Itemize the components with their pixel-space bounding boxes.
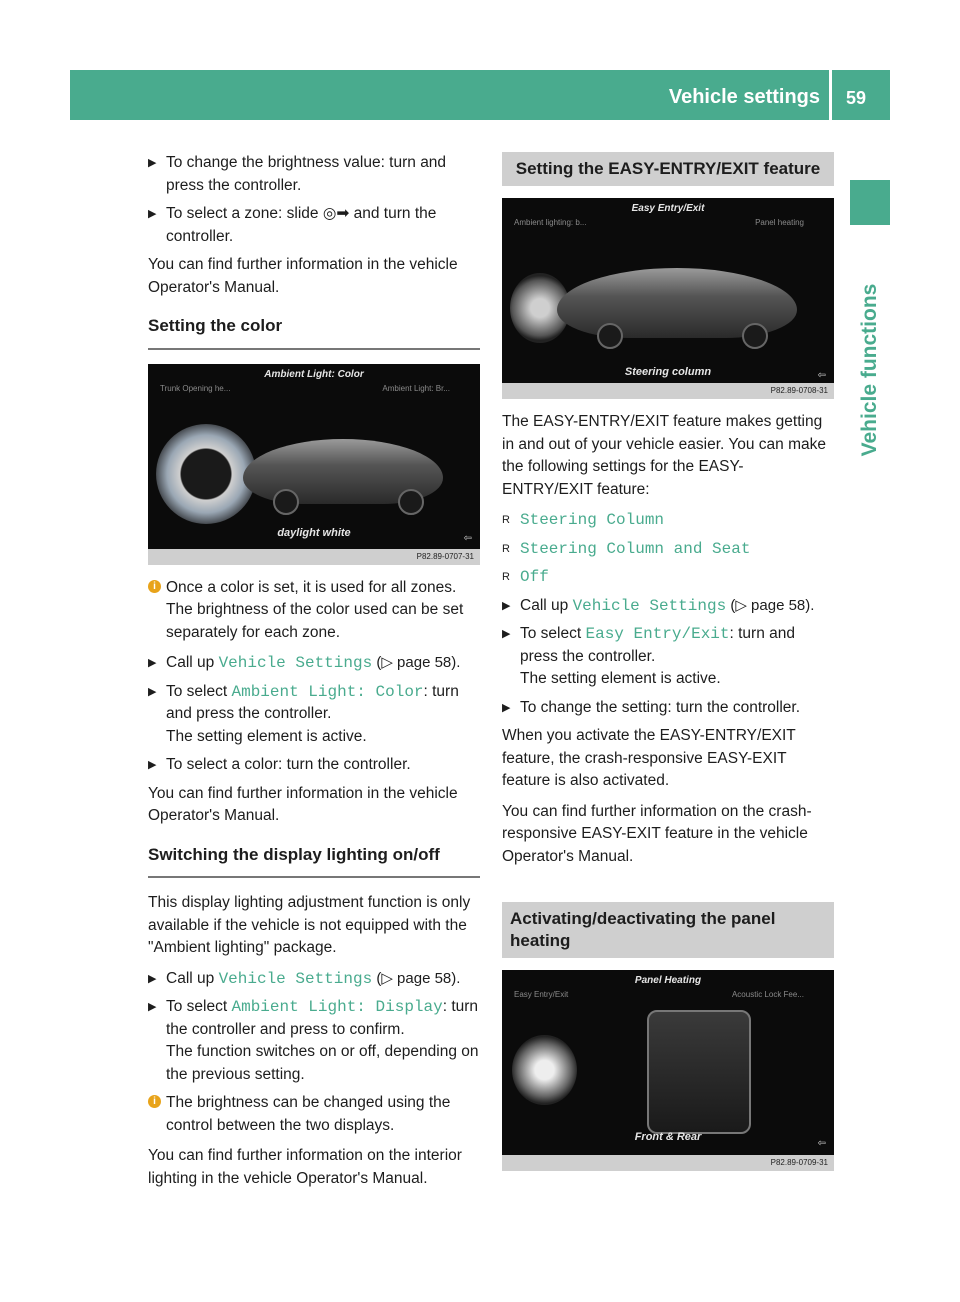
right-column xyxy=(502,152,834,1171)
softkey-label: Vehicle Settings xyxy=(572,596,727,615)
bullet-text: and turn the xyxy=(349,205,437,222)
r-bullet-icon: R xyxy=(502,542,510,555)
bullet-text: Call up xyxy=(166,969,219,987)
paragraph: You can find further information on the crash-responsive EASY-EXIT feature in the vehicle Operator's Manual. xyxy=(502,802,812,865)
arrow-bullet-icon: ▶ xyxy=(148,972,157,985)
instruction-bullet xyxy=(502,697,834,720)
arrow-bullet-icon: ▶ xyxy=(148,157,157,169)
section-heading: Activating/deactivating the panel heating xyxy=(502,902,834,958)
figure-menu-right: Panel heating xyxy=(755,218,804,227)
color-wheel-graphic xyxy=(156,424,256,524)
wheel-graphic xyxy=(273,489,299,515)
instruction-bullet xyxy=(148,652,480,675)
bullet-result: The function switches on or off, depending on the previous setting. xyxy=(166,1043,479,1083)
bullet-text: To select xyxy=(520,625,586,642)
bullet-text: To select xyxy=(166,998,232,1015)
paragraph: You can find further information in the vehicle Operator's Manual. xyxy=(148,784,458,824)
figure-title: Panel Heating xyxy=(634,975,702,986)
bullet-text: : turn xyxy=(442,998,479,1015)
figure-code: P82.89-0709-31 xyxy=(502,1155,834,1171)
figure-ambient-color xyxy=(148,364,480,565)
arrow-bullet-icon: ▶ xyxy=(502,628,511,640)
instruction-bullet xyxy=(148,968,480,991)
instruction-bullet xyxy=(148,996,480,1086)
arrow-bullet-icon: ▶ xyxy=(502,599,511,612)
bullet-text: press the controller. xyxy=(520,647,656,665)
figure-title: Ambient Light: Color xyxy=(264,368,364,380)
option-item xyxy=(502,566,834,589)
bullet-text: To select xyxy=(166,682,232,700)
arrow-bullet-icon: ▶ xyxy=(148,208,157,220)
heat-dial-graphic xyxy=(512,1035,577,1105)
figure-selected-value: Front & Rear xyxy=(634,1131,702,1143)
instruction-bullet xyxy=(502,623,834,691)
info-note xyxy=(148,1092,480,1137)
figure-menu-left: Ambient lighting: b... xyxy=(514,218,587,227)
bullet-text: To change the setting: turn the controller. xyxy=(520,698,801,716)
paragraph: The EASY-ENTRY/EXIT feature makes getting in and out of your vehicle easier. You can make the following settings for the EASY-ENTRY/EXIT feature: xyxy=(502,413,826,498)
instruction-bullet xyxy=(148,754,480,777)
page-reference: (▷ page 58). xyxy=(372,969,461,987)
page-number: 59 xyxy=(846,88,867,108)
arrow-bullet-icon: ▶ xyxy=(148,1001,157,1013)
figure-panel-heating xyxy=(502,970,834,1171)
figure-selected-value: Steering column xyxy=(624,366,712,378)
figure-title: Easy Entry/Exit xyxy=(631,203,705,214)
paragraph: You can find further information on the interior lighting in the vehicle Operator's Manual. xyxy=(148,1147,462,1187)
cabin-graphic xyxy=(647,1010,751,1134)
figure-code: P82.89-0707-31 xyxy=(148,549,480,565)
bullet-text: To change the brightness value: turn and xyxy=(166,154,447,171)
instruction-bullet xyxy=(502,595,834,618)
softkey-label: Off xyxy=(520,568,549,586)
bullet-text: press the controller. xyxy=(166,176,302,194)
instruction-bullet xyxy=(148,681,480,749)
figure-menu-right: Ambient Light: Br... xyxy=(382,383,450,393)
header-divider xyxy=(829,70,832,120)
arrow-bullet-icon: ▶ xyxy=(148,657,157,669)
bullet-text: To select a zone: slide xyxy=(166,205,323,222)
paragraph: You can find further information in the vehicle Operator's Manual. xyxy=(148,256,458,296)
side-tab-block xyxy=(850,180,890,225)
left-column xyxy=(148,152,480,1198)
softkey-label: Vehicle Settings xyxy=(218,654,373,672)
section-heading: Setting the EASY-ENTRY/EXIT feature xyxy=(502,152,834,186)
back-icon: ⇦ xyxy=(817,1138,826,1149)
arrow-bullet-icon: ▶ xyxy=(502,701,511,714)
back-icon: ⇦ xyxy=(817,370,826,381)
instruction-bullet xyxy=(148,203,480,248)
figure-menu-left: Trunk Opening he... xyxy=(160,383,231,393)
softkey-label: Vehicle Settings xyxy=(218,969,373,988)
figure-menu-left: Easy Entry/Exit xyxy=(514,990,569,999)
r-bullet-icon: R xyxy=(502,514,510,526)
instruction-bullet xyxy=(148,152,480,197)
wheel-graphic xyxy=(597,323,623,349)
section-heading: Setting the color xyxy=(148,315,480,350)
controller-slide-icon: ◎➡ xyxy=(322,205,350,222)
note-text: Once a color is set, it is used for all zones. The brightness of the color used can be set separately for each zone. xyxy=(166,578,464,641)
wheel-graphic xyxy=(398,489,424,515)
paragraph: This display lighting adjustment function is only available if the vehicle is not equipped with the "Ambient lighting" package. xyxy=(148,894,471,956)
bullet-result: The setting element is active. xyxy=(520,670,721,687)
bullet-text: Call up xyxy=(166,654,219,671)
info-icon: i xyxy=(148,1095,161,1108)
note-text: The brightness can be changed using the control between the two displays. xyxy=(166,1094,451,1134)
softkey-label: Steering Column and Seat xyxy=(520,539,751,558)
softkey-label: Ambient Light: Color xyxy=(231,682,424,701)
bullet-text: the controller and press to confirm. xyxy=(166,1020,405,1038)
info-note xyxy=(148,577,480,645)
bullet-text: Call up xyxy=(520,596,573,614)
softkey-label: Steering Column xyxy=(520,511,665,529)
bullet-text: To select a color: turn the controller. xyxy=(166,756,411,773)
option-item xyxy=(502,509,834,532)
softkey-label: Ambient Light: Display xyxy=(231,998,443,1016)
bullet-text: and press the controller. xyxy=(166,705,332,722)
arrow-bullet-icon: ▶ xyxy=(148,685,157,698)
arrow-bullet-icon: ▶ xyxy=(148,759,157,771)
back-icon: ⇦ xyxy=(463,532,472,544)
page-reference: (▷ page 58). xyxy=(372,654,461,671)
info-icon: i xyxy=(148,580,161,593)
option-item xyxy=(502,538,834,561)
page-reference: (▷ page 58). xyxy=(726,596,815,614)
figure-menu-right: Acoustic Lock Fee... xyxy=(731,990,804,999)
paragraph: When you activate the EASY-ENTRY/EXIT feature, the crash-responsive EASY-EXIT feature is also activated. xyxy=(502,727,796,789)
figure-selected-value: daylight white xyxy=(277,526,351,539)
r-bullet-icon: R xyxy=(502,571,510,583)
softkey-label: Easy Entry/Exit xyxy=(585,625,730,643)
bullet-text: : turn and xyxy=(729,625,796,642)
figure-code: P82.89-0708-31 xyxy=(502,383,834,399)
bullet-result: The setting element is active. xyxy=(166,727,367,745)
bullet-text: controller. xyxy=(166,227,234,245)
wheel-graphic xyxy=(742,323,768,349)
side-tab-label: Vehicle functions xyxy=(857,283,881,457)
bullet-text: : turn xyxy=(423,682,459,700)
figure-easy-entry xyxy=(502,198,834,399)
page-section-title: Vehicle settings xyxy=(668,86,820,108)
section-heading: Switching the display lighting on/off xyxy=(148,844,480,879)
